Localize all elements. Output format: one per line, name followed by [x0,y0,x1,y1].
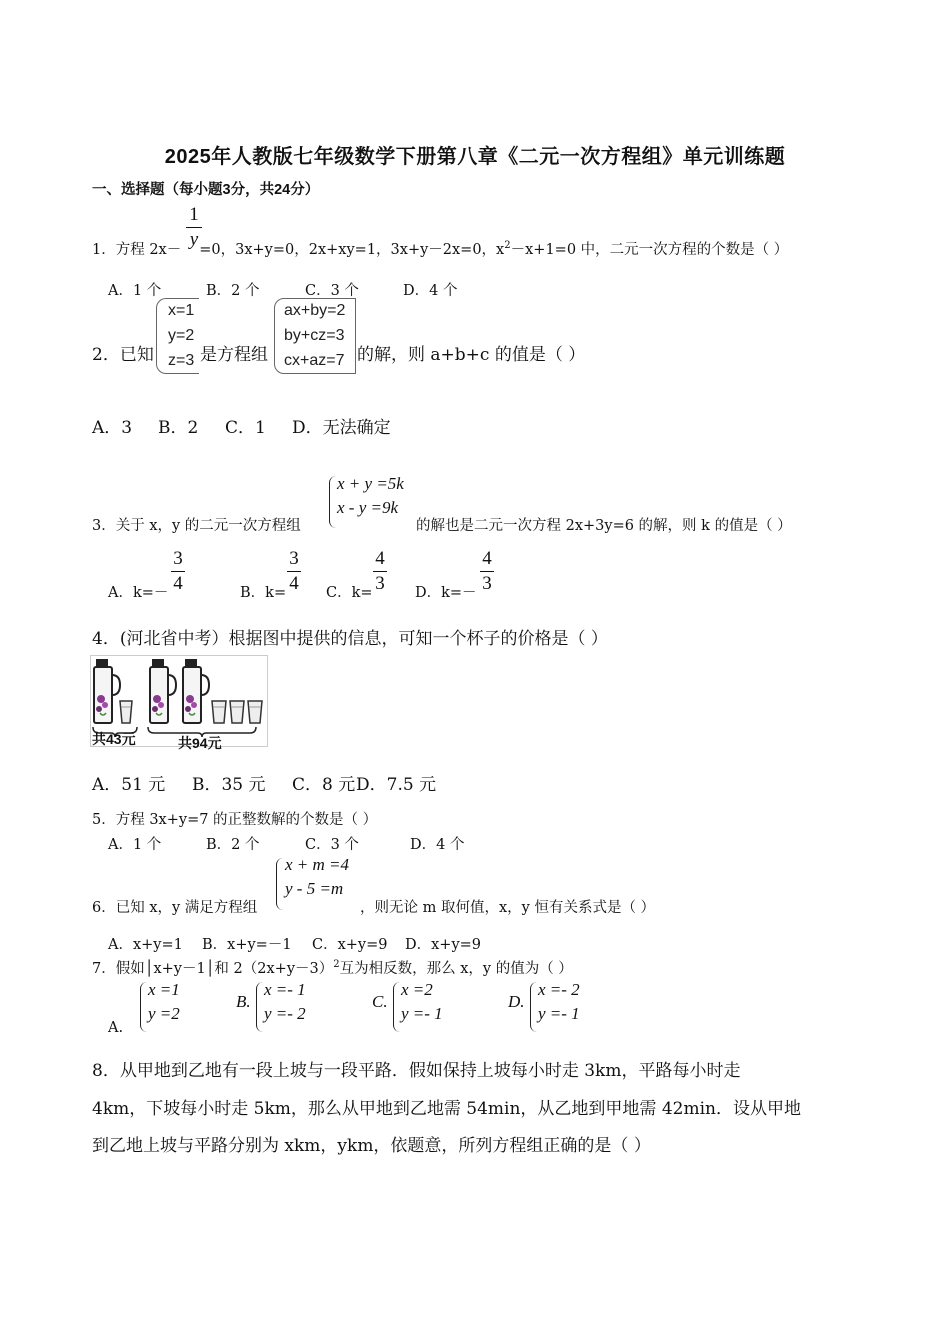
q7-c-line1: x =2 [401,980,433,999]
q6-text-pre: 6．已知 x，y 满足方程组 [92,900,258,916]
q1-frac-num: 1 [189,204,199,225]
q1-text-post2: －x+1=0 中，二元一次方程的个数是（ ） [510,242,789,258]
q7-option-d-label[interactable]: D. [508,992,525,1011]
q8-line-1: 8．从甲地到乙地有一段上坡与一段平路．假如保持上坡每小时走 3km，平路每小时走 [92,1061,741,1081]
q3-a-den: 4 [173,573,183,594]
q6-option-c[interactable]: C．x+y=9 [312,937,388,953]
q7-sup: 2 [333,959,340,971]
q3-brace [329,476,336,528]
q1-text-post: =0，3x+y=0，2x+xy=1，3x+y－2x=0，x [199,242,505,258]
q7-text [92,957,573,978]
q7-d-brace [530,982,537,1032]
q1-option-c[interactable]: C．3 个 [305,283,359,299]
q3-d-num: 4 [482,548,492,569]
q5-option-b[interactable]: B．2 个 [206,837,260,853]
q7-d-line2: y =- 1 [538,1004,580,1023]
q6-text-post: ，则无论 m 取何值，x，y 恒有关系式是（ ） [360,900,656,916]
q2-option-a[interactable]: A．3 [92,418,133,438]
q7-b-line1: x =- 1 [264,980,306,999]
q8-line-2: 4km，下坡每小时走 5km，那么从甲地到乙地需 54min，从乙地到甲地需 42min．设从甲地 [92,1099,801,1119]
q7-d-line1: x =- 2 [538,980,580,999]
q3-text-pre: 3．关于 x，y 的二元一次方程组 [92,518,301,534]
q3-system [337,472,404,520]
q1-sup: 2 [504,240,511,252]
q2-text-post: 的解，则 a+b+c 的值是（ ） [357,345,586,365]
q3-d-bar [480,571,494,572]
q1-option-b[interactable]: B．2 个 [206,283,260,299]
q4-figure [90,655,268,751]
q6-brace [276,858,283,910]
q8-line-3: 到乙地上坡与平路分别为 xkm，ykm，依题意，所列方程组正确的是（ ） [92,1136,651,1156]
q6-system [285,853,349,901]
q7-option-c-system [401,978,443,1026]
q2-system-2 [274,298,356,374]
q1-fraction [186,204,202,251]
q2-sys2-line3: cx+az=7 [284,352,345,369]
q3-option-c-fraction [373,548,387,595]
q7-a-line2: y =2 [148,1004,180,1023]
q7-c-brace [393,982,400,1032]
q2-sys2-line1: ax+by=2 [284,302,346,319]
q7-text-2: 互为相反数，那么 x，y 的值为（ ） [339,961,573,977]
q3-option-a-fraction [171,548,185,595]
q7-option-b-label[interactable]: B. [236,992,251,1011]
q4-option-b[interactable]: B．35 元 [192,775,266,795]
q6-option-b[interactable]: B．x+y=－1 [202,937,292,953]
q5-option-a[interactable]: A．1 个 [108,837,162,853]
section-heading: 一、选择题（每小题3分，共24分） [92,182,320,198]
q3-option-c-label[interactable]: C．k= [326,585,373,601]
q3-option-b-label[interactable]: B．k= [240,585,287,601]
q3-c-num: 4 [375,548,385,569]
q7-a-line1: x =1 [148,980,180,999]
q2-sys1-line1: x=1 [168,302,195,319]
q3-sys-line2: x - y =9k [337,498,399,517]
q7-a-brace [140,982,147,1032]
q1-frac-den: y [189,229,199,250]
q3-text-post: 的解也是二元一次方程 2x+3y=6 的解，则 k 的值是（ ） [416,518,792,534]
page-title: 2025年人教版七年级数学下册第八章《二元一次方程组》单元训练题 [164,146,786,168]
q3-a-num: 3 [173,548,183,569]
q4-option-a[interactable]: A．51 元 [92,775,166,795]
q2-sys1-line2: y=2 [168,327,195,344]
q4-text: 4．(河北省中考）根据图中提供的信息，可知一个杯子的价格是（ ） [92,629,608,649]
q6-option-a[interactable]: A．x+y=1 [108,937,183,953]
q3-option-d-fraction [480,548,494,595]
q3-b-den: 4 [289,573,299,594]
q2-text-pre: 2．已知 [92,345,154,365]
q7-b-brace [256,982,263,1032]
q4-fig-label-1: 共43元 [92,731,136,747]
q7-b-line2: y =- 2 [264,1004,306,1023]
q4-option-c[interactable]: C．8 元 [292,775,356,795]
q2-option-b[interactable]: B．2 [158,418,199,438]
q2-sys1-line3: z=3 [168,352,195,369]
q1-frac-bar [186,227,202,228]
q7-option-a-label[interactable]: A. [108,1020,124,1036]
q7-text-1: 7．假如│x+y－1│和 2（2x+y－3） [92,961,334,977]
q5-option-c[interactable]: C．3 个 [305,837,359,853]
q7-option-d-system [538,978,580,1026]
q7-option-b-system [264,978,306,1026]
q3-b-num: 3 [289,548,299,569]
q3-c-bar [373,571,387,572]
q6-sys-line2: y - 5 =m [285,879,344,898]
q3-option-a-label[interactable]: A．k=－ [108,585,169,601]
q4-fig-label-2: 共94元 [178,735,222,751]
q5-option-d[interactable]: D．4 个 [410,837,465,853]
q2-option-d[interactable]: D．无法确定 [292,418,391,438]
q7-option-c-label[interactable]: C. [372,992,388,1011]
q7-c-line2: y =- 1 [401,1004,443,1023]
q3-c-den: 3 [375,573,385,594]
q5-text: 5．方程 3x+y=7 的正整数解的个数是（ ） [92,812,378,828]
q4-option-d[interactable]: D．7.5 元 [356,775,437,795]
q1-text-pre: 1．方程 2x－ [92,242,182,258]
q1-option-d[interactable]: D．4 个 [403,283,458,299]
q7-option-a-system [148,978,180,1026]
q3-sys-line1: x + y =5k [337,474,404,493]
q3-b-bar [287,571,301,572]
q2-system-1 [156,298,200,374]
q6-option-d[interactable]: D．x+y=9 [405,937,482,953]
q2-text-mid: 是方程组 [200,345,268,365]
q3-option-b-fraction [287,548,301,595]
q3-d-den: 3 [482,573,492,594]
q1-option-a[interactable]: A．1 个 [108,283,162,299]
q2-option-c[interactable]: C．1 [225,418,266,438]
q3-a-bar [171,571,185,572]
q2-sys2-line2: by+cz=3 [284,327,345,344]
q6-sys-line1: x + m =4 [285,855,350,874]
q3-option-d-label[interactable]: D．k=－ [415,585,477,601]
